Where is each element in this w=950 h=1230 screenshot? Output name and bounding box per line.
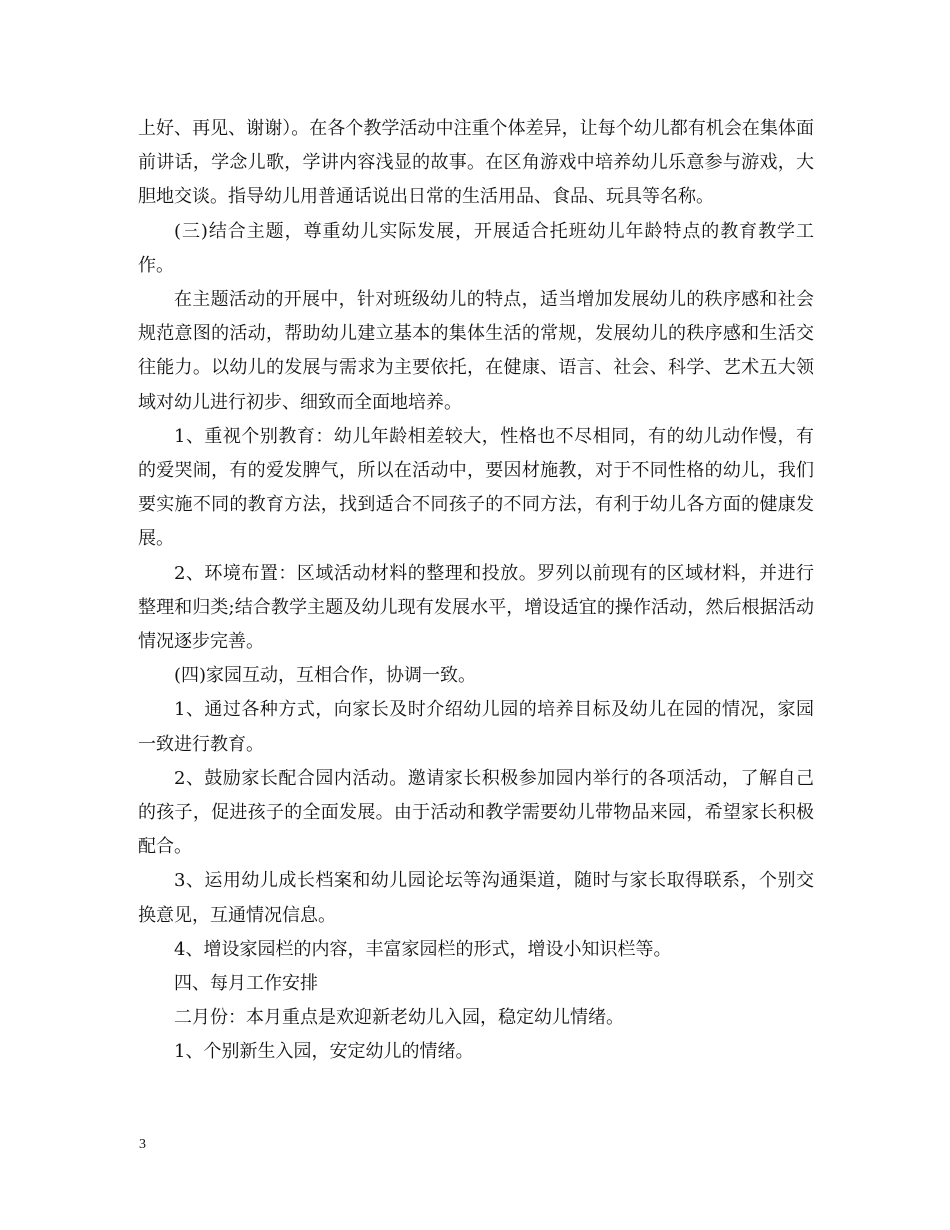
paragraph-5: 2、环境布置：区域活动材料的整理和投放。罗列以前现有的区域材料，并进行整理和归类;结合教学主题及幼儿现有发展水平，增设适宜的操作活动，然后根据活动情况逐步完善。: [138, 562, 814, 653]
paragraph-3: 在主题活动的开展中，针对班级幼儿的特点，适当增加发展幼儿的秩序感和社会规范意图的活动，帮助幼儿建立基本的集体生活的常规，发展幼儿的秩序感和生活交往能力。以幼儿的发展与需求为主要依托，在健康、语言、社会、科学、艺术五大领域对幼儿进行初步、细致而全面地培养。: [138, 289, 814, 413]
paragraph-8: 2、鼓励家长配合园内活动。邀请家长积极参加园内举行的各项活动，了解自己的孩子，促进孩子的全面发展。由于活动和教学需要幼儿带物品来园，希望家长积极配合。: [138, 767, 814, 858]
paragraph-9: 3、运用幼儿成长档案和幼儿园论坛等沟通渠道，随时与家长取得联系，个别交换意见，互通情况信息。: [138, 870, 814, 926]
paragraph-13: 1、个别新生入园，安定幼儿的情绪。: [174, 1041, 474, 1063]
paragraph-12: 二月份：本月重点是欢迎新老幼儿入园，稳定幼儿情绪。: [174, 1007, 624, 1029]
paragraph-10: 4、增设家园栏的内容，丰富家园栏的形式，增设小知识栏等。: [174, 938, 672, 960]
paragraph-11: 四、每月工作安排: [174, 973, 318, 995]
document-body: [138, 112, 814, 1070]
page-number: 3: [139, 1137, 146, 1152]
paragraph-6: (四)家园互动，互相合作，协调一致。: [174, 665, 477, 687]
paragraph-4: 1、重视个别教育：幼儿年龄相差较大，性格也不尽相同，有的幼儿动作慢，有的爱哭闹，有的爱发脾气，所以在活动中，要因材施教，对于不同性格的幼儿，我们要实施不同的教育方法，找到适合不同孩子的不同方法，有利于幼儿各方面的健康发展。: [138, 425, 814, 550]
paragraph-2: (三)结合主题，尊重幼儿实际发展，开展适合托班幼儿年龄特点的教育教学工作。: [138, 220, 814, 276]
paragraph-7: 1、通过各种方式，向家长及时介绍幼儿园的培养目标及幼儿在园的情况，家园一致进行教育。: [138, 699, 814, 755]
paragraph-1: 上好、再见、谢谢）。在各个教学活动中注重个体差异，让每个幼儿都有机会在集体面前讲话，学念儿歌，学讲内容浅显的故事。在区角游戏中培养幼儿乐意参与游戏，大胆地交谈。指导幼儿用普通话说出日常的生活用品、食品、玩具等名称。: [138, 118, 814, 208]
